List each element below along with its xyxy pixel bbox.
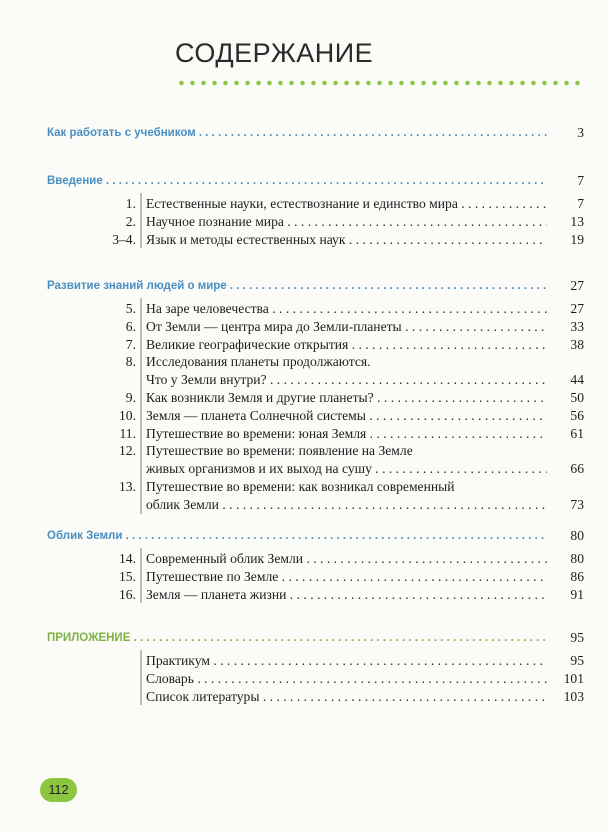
toc-section-title: ПРИЛОЖЕНИЕ . . . [47,629,568,647]
toc-page-number: 44 [547,371,584,389]
toc-item-title: Язык и методы естественных наук . . . [146,231,568,249]
toc-item-title: От Земли — центра мира до Земли-планеты . . . [146,318,568,336]
page-title: СОДЕРЖАНИЕ [175,38,374,68]
toc-item-row [0,353,608,371]
toc-section-title: Введение . . . [47,172,568,190]
toc-item-title: живых организмов и их выход на сушу . . . [146,460,568,478]
toc-item-title: Великие географические открытия . . . [146,336,568,354]
toc-item-title: облик Земли . . . [146,496,568,514]
toc-item-number: 6. [125,318,136,334]
toc-item-row [0,336,608,354]
toc-item-row [0,231,608,249]
toc-item-title: Что у Земли внутри? . . . [146,371,568,389]
toc-item-row [0,460,608,478]
toc-section-row [0,172,608,190]
toc-item-row [0,442,608,460]
toc-section-row [0,629,608,647]
section-vertical-rule [140,298,142,514]
toc-page-number: 73 [547,496,584,514]
toc-section-title: Облик Земли . . . [47,527,568,545]
toc-item-title: Практикум . . . [146,652,568,670]
toc-page-number: 66 [547,460,584,478]
toc-page-number: 103 [547,688,584,706]
toc-item-title: Земля — планета Солнечной системы . . . [146,407,568,425]
toc-section-title: Как работать с учебником . . . [47,124,568,142]
toc-item-row [0,213,608,231]
section-vertical-rule [140,548,142,603]
toc-item-title: Как возникли Земля и другие планеты? . . . [146,389,568,407]
toc-item-row [0,371,608,389]
toc-item-title: Путешествие по Земле . . . [146,568,568,586]
toc-item-title: Список литературы . . . [146,688,568,706]
toc-item-number: 16. [119,586,136,602]
toc-item-title: Словарь . . . [146,670,568,688]
toc-item-number: 2. [125,213,136,229]
toc-item-row [0,586,608,604]
toc-page-number: 86 [547,568,584,586]
toc-item-number: 14. [119,551,136,566]
toc-item-title: Путешествие во времени: юная Земля . . . [146,425,568,443]
toc-section-row [0,124,608,142]
toc-item-number: 10. [119,407,136,423]
toc-item-title: Путешествие во времени: появление на Земле [146,443,413,459]
toc-page-number: 95 [547,652,584,670]
toc-item-title: Научное познание мира . . . [146,213,568,231]
toc-item-row [0,318,608,336]
section-vertical-rule [140,193,142,248]
toc-item-row [0,195,608,213]
toc-section-title: Развитие знаний людей о мире . . . [47,277,568,295]
toc-item-number: 8. [125,354,136,370]
toc-item-row [0,389,608,407]
toc-page-number: 27 [547,277,584,295]
toc-item-title: Современный облик Земли . . . [146,550,568,568]
toc-item-number: 5. [125,301,136,316]
page-number-badge: 112 [40,778,77,802]
toc-page-number: 33 [547,318,584,336]
toc-page-number: 80 [547,550,584,568]
toc-item-row [0,568,608,586]
section-vertical-rule [140,650,142,705]
toc-page-number: 13 [547,213,584,231]
toc-item-title: Исследования планеты продолжаются. [146,354,371,370]
toc-page-number: 27 [547,300,584,318]
toc-page-number: 7 [547,195,584,213]
toc-item-title: На заре человечества . . . [146,300,568,318]
toc-section-row [0,527,608,545]
toc-section-row [0,277,608,295]
toc-page-number: 56 [547,407,584,425]
toc-item-number: 13. [119,479,136,494]
toc-item-row [0,300,608,318]
toc-page-number: 3 [547,124,584,142]
toc-item-row [0,496,608,514]
toc-page-number: 61 [547,425,584,443]
toc-page-number: 95 [547,629,584,647]
toc-item-number: 1. [125,196,136,211]
toc-item-number: 11. [119,425,136,441]
toc-page-number: 38 [547,336,584,354]
toc-item-title: Путешествие во времени: как возникал современный [146,479,455,494]
toc-item-row [0,688,608,706]
toc-item-title: Естественные науки, естествознание и единство мира . . . [146,195,568,213]
toc-page-number: 50 [547,389,584,407]
toc-item-row [0,407,608,425]
toc-item-number: 9. [125,390,136,405]
toc-page-number: 19 [547,231,584,249]
toc-page-number: 91 [547,586,584,604]
title-dotted-divider [176,80,586,86]
toc-item-row [0,652,608,670]
toc-item-number: 3–4. [112,231,136,247]
toc-item-row [0,550,608,568]
toc-item-row [0,670,608,688]
toc-item-number: 12. [119,443,136,459]
toc-item-title: Земля — планета жизни . . . [146,586,568,604]
toc-page-number: 80 [547,527,584,545]
toc-item-row [0,425,608,443]
toc-item-number: 7. [125,336,136,352]
toc-item-row [0,478,608,496]
toc-page-number: 7 [547,172,584,190]
toc-page-number: 101 [547,670,584,688]
toc-item-number: 15. [119,568,136,584]
